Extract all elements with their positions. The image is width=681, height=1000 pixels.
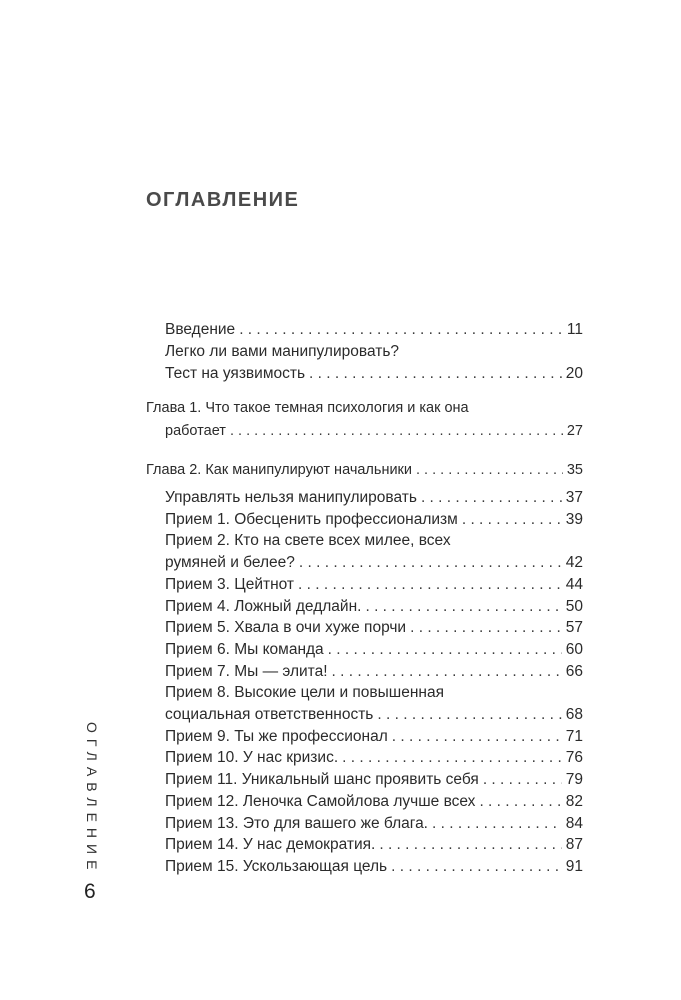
running-head: ОГЛАВЛЕНИЕ (84, 722, 100, 876)
toc-entry-test-line2 (165, 365, 583, 383)
page-number: 6 (84, 880, 96, 903)
toc-item (165, 793, 583, 811)
toc-entry-label: Прием 10. У нас кризис. (165, 749, 339, 767)
toc-item (165, 532, 451, 550)
toc-entry-page: 60 (565, 640, 583, 658)
toc-item (165, 771, 583, 789)
toc-item (165, 858, 583, 876)
toc-entry-label: Прием 7. Мы — элита! (165, 662, 328, 680)
toc-chapter-1-line1 (146, 400, 469, 416)
dot-leader (299, 554, 562, 572)
toc-entry-test-line1 (165, 343, 399, 361)
toc-entry-page: 91 (565, 857, 583, 875)
toc-entry-page: 11 (566, 321, 583, 338)
toc-item (165, 511, 583, 529)
toc-entry-page: 39 (565, 510, 583, 528)
toc-entry-label: Прием 4. Ложный дедлайн. (165, 597, 362, 615)
toc-entry-page: 76 (565, 749, 583, 767)
toc-entry-page: 79 (565, 771, 583, 789)
toc-entry-label: Введение (165, 321, 236, 338)
toc-entry-label: Прием 6. Мы команда (165, 640, 324, 658)
toc-entry-page: 35 (566, 462, 583, 478)
toc-item (165, 619, 583, 637)
toc-entry-label: Тест на уязвимость (165, 365, 306, 382)
toc-entry-page: 57 (565, 619, 583, 637)
toc-entry-label: Прием 9. Ты же профессионал (165, 727, 388, 745)
toc-item (165, 684, 444, 702)
toc-item (165, 815, 583, 833)
dot-leader (410, 619, 562, 637)
toc-entry-page: 42 (565, 554, 583, 572)
toc-entry-page: 50 (565, 597, 583, 615)
dot-leader (479, 793, 561, 811)
toc-item (165, 598, 583, 616)
toc-entry-label: Прием 15. Ускользающая цель (165, 857, 388, 875)
toc-entry-label: Прием 3. Цейтнот (165, 575, 295, 593)
toc-entry-intro (165, 321, 583, 339)
dot-leader (309, 365, 562, 383)
toc-item (165, 749, 583, 767)
toc-item (165, 706, 583, 724)
toc-entry-label: работает (165, 423, 226, 439)
dot-leader (462, 511, 562, 529)
toc-item (165, 489, 583, 507)
toc-entry-page: 37 (565, 489, 583, 506)
toc-entry-page: 71 (565, 727, 583, 745)
dot-leader (392, 728, 562, 746)
toc-entry-page: 20 (565, 365, 583, 382)
toc-entry-label: румяней и белее? (165, 554, 295, 572)
dot-leader (239, 321, 563, 339)
dot-leader (421, 489, 562, 507)
toc-entry-label: Прием 11. Уникальный шанс проявить себя (165, 771, 479, 789)
toc-chapter-2 (146, 462, 583, 478)
toc-entry-label: Прием 12. Леночка Самойлова лучше всех (165, 792, 476, 810)
dot-leader (391, 858, 562, 876)
page-title: ОГЛАВЛЕНИЕ (146, 189, 300, 211)
toc-entry-label: Прием 5. Хвала в очи хуже порчи (165, 619, 407, 637)
toc-entry-page: 82 (565, 792, 583, 810)
toc-entry-label: Прием 8. Высокие цели и повышенная (165, 684, 444, 702)
toc-item (165, 641, 583, 659)
toc-item (165, 663, 583, 681)
dot-leader (332, 663, 562, 681)
dot-leader (342, 749, 562, 767)
dot-leader (483, 771, 562, 789)
toc-entry-page: 27 (566, 423, 583, 439)
toc-item (165, 576, 583, 594)
toc-entry-label: Прием 14. У нас демократия. (165, 836, 376, 854)
toc-entry-label: Прием 1. Обесценить профессионализм (165, 510, 458, 528)
dot-leader (328, 641, 562, 659)
toc-chapter-1-line2 (165, 423, 583, 439)
toc-entry-label: Управлять нельзя манипулировать (165, 489, 417, 506)
toc-entry-page: 87 (565, 836, 583, 854)
toc-item (165, 554, 583, 572)
toc-entry-label: Легко ли вами манипулировать? (165, 343, 400, 360)
toc-entry-page: 66 (565, 662, 583, 680)
toc-entry-label: Прием 13. Это для вашего же блага. (165, 814, 428, 832)
toc-entry-label: социальная ответственность (165, 706, 374, 723)
dot-leader (230, 423, 563, 439)
toc-entry-page: 44 (565, 575, 583, 593)
dot-leader (298, 576, 562, 594)
toc-item (165, 836, 583, 854)
dot-leader (432, 815, 562, 833)
dot-leader (377, 706, 561, 724)
toc-entry-page: 84 (565, 814, 583, 832)
toc-item (165, 728, 583, 746)
dot-leader (416, 462, 563, 478)
toc-entry-page: 68 (565, 706, 583, 723)
toc-entry-label: Глава 2. Как манипулируют начальники (146, 462, 412, 478)
toc-entry-label: Глава 1. Что такое темная психология и как она (146, 400, 469, 416)
toc-entry-label: Прием 2. Кто на свете всех милее, всех (165, 532, 451, 550)
dot-leader (365, 598, 561, 616)
dot-leader (379, 836, 561, 854)
